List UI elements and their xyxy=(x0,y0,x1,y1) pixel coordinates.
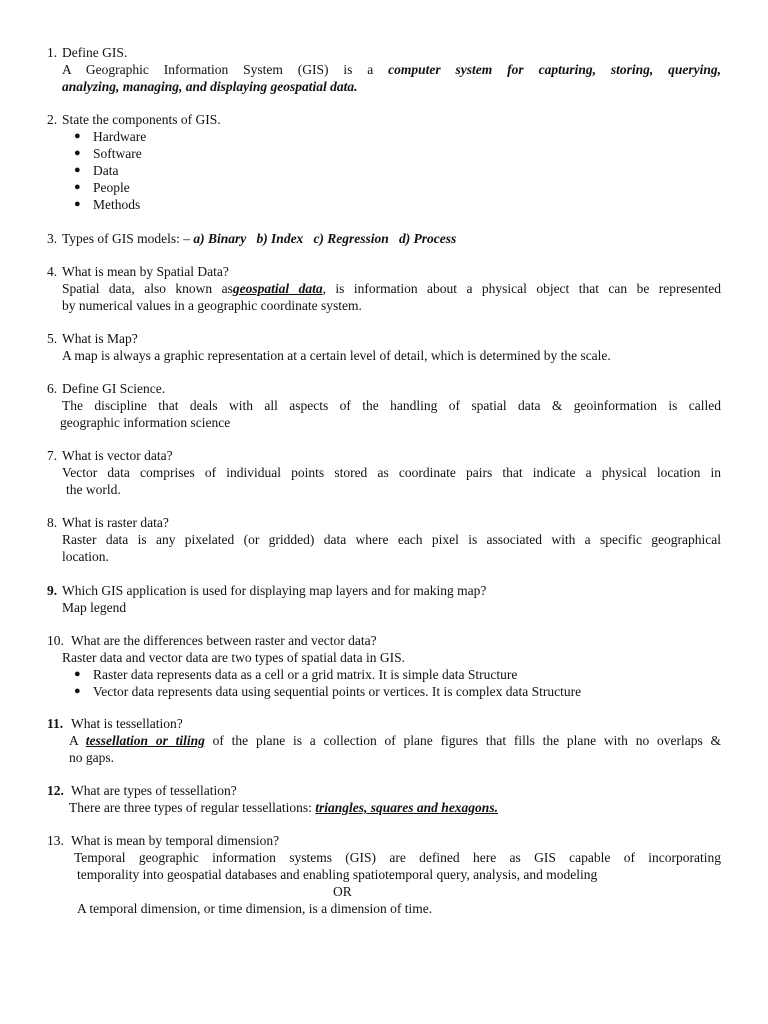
q11-number: 11. xyxy=(47,716,64,731)
q10-answer: Raster data and vector data are two types of spatial data in GIS. xyxy=(62,650,406,665)
q1-question: Define GIS. xyxy=(62,45,128,60)
q4-answer-pre: Spatial data, also known as xyxy=(62,281,233,296)
q4-answer-line1 xyxy=(62,280,721,297)
q3-question: Types of GIS models: – xyxy=(62,231,191,246)
q10-item: Raster data represents data as a cell or a grid matrix. It is simple data Structure xyxy=(93,667,518,682)
q2-question: State the components of GIS. xyxy=(62,112,221,127)
bullet-icon: ● xyxy=(74,181,81,193)
q9-question: Which GIS application is used for displaying map layers and for making map? xyxy=(62,583,487,598)
q4-answer-line2: by numerical values in a geographic coordinate system. xyxy=(62,298,362,313)
q9-number: 9. xyxy=(47,583,58,598)
q7-number: 7. xyxy=(47,448,58,463)
q5-number: 5. xyxy=(47,331,58,346)
q3-option: b) Index xyxy=(256,231,304,246)
q11-question: What is tessellation? xyxy=(71,716,183,731)
q10-item: Vector data represents data using sequential points or vertices. It is complex data Structure xyxy=(93,684,582,699)
q11-answer-term: tessellation or tiling xyxy=(85,733,205,748)
q10-number: 10. xyxy=(47,633,64,648)
q8-answer-line1: Raster data is any pixelated (or gridded) data where each pixel is associated with a specific geographical xyxy=(62,532,721,547)
q13-question: What is mean by temporal dimension? xyxy=(71,833,280,848)
q2-item: Methods xyxy=(93,197,141,212)
q2-number: 2. xyxy=(47,112,58,127)
q7-answer-line1: Vector data comprises of individual points stored as coordinate pairs that indicate a physical location in xyxy=(62,465,721,480)
q12-number: 12. xyxy=(47,783,64,798)
q11-answer-post: of the plane is a collection of plane figures that fills the plane with no overlaps & xyxy=(212,733,721,748)
q12-answer xyxy=(69,799,498,816)
q1-answer-line1 xyxy=(62,61,721,78)
q5-answer: A map is always a graphic representation at a certain level of detail, which is determined by the scale. xyxy=(62,348,611,363)
q3-option: a) Binary xyxy=(193,231,247,246)
q8-number: 8. xyxy=(47,515,58,530)
bullet-icon: ● xyxy=(74,685,81,697)
q13-answer-line1: Temporal geographic information systems (GIS) are defined here as GIS capable of incorporating xyxy=(74,850,721,865)
q12-question: What are types of tessellation? xyxy=(71,783,237,798)
q13-answer-alt: A temporal dimension, or time dimension, is a dimension of time. xyxy=(77,901,433,916)
q1-number: 1. xyxy=(47,45,58,60)
q5-question: What is Map? xyxy=(62,331,138,346)
q11-answer-pre: A xyxy=(69,733,79,748)
q12-answer-pre: There are three types of regular tessellations: xyxy=(69,800,312,815)
q11-answer-line1 xyxy=(69,732,721,749)
q6-number: 6. xyxy=(47,381,58,396)
q13-separator: OR xyxy=(333,884,352,899)
q6-answer-line2: geographic information science xyxy=(60,415,231,430)
q4-answer-term: geospatial data xyxy=(232,281,323,296)
q4-question: What is mean by Spatial Data? xyxy=(62,264,229,279)
bullet-icon: ● xyxy=(74,198,81,210)
q6-answer-line1: The discipline that deals with all aspects of the handling of spatial data & geoinformation is called xyxy=(62,398,721,413)
bullet-icon: ● xyxy=(74,668,81,680)
bullet-icon: ● xyxy=(74,130,81,142)
q1-answer-line2: analyzing, managing, and displaying geospatial data. xyxy=(62,79,358,94)
q7-answer-line2: the world. xyxy=(66,482,121,497)
q12-answer-term: triangles, squares and hexagons. xyxy=(315,800,498,815)
q4-answer-post: , is information about a physical object that can be represented xyxy=(322,281,722,296)
q3-option: d) Process xyxy=(398,231,457,246)
q3-line xyxy=(62,230,456,247)
q2-item: People xyxy=(93,180,130,195)
q13-number: 13. xyxy=(47,833,64,848)
q2-item: Data xyxy=(93,163,119,178)
q10-question: What are the differences between raster and vector data? xyxy=(71,633,377,648)
q1-answer-prefix: A Geographic Information System (GIS) is a xyxy=(62,62,374,77)
q1-answer-bold: computer system for capturing, storing, querying, xyxy=(388,62,722,77)
q2-item: Hardware xyxy=(93,129,147,144)
q9-answer: Map legend xyxy=(62,600,127,615)
q13-answer-line2: temporality into geospatial databases and enabling spatiotemporal query, analysis, and modeling xyxy=(77,867,598,882)
bullet-icon: ● xyxy=(74,164,81,176)
bullet-icon: ● xyxy=(74,147,81,159)
q7-question: What is vector data? xyxy=(62,448,173,463)
q4-number: 4. xyxy=(47,264,58,279)
q8-question: What is raster data? xyxy=(62,515,169,530)
q11-answer-line2: no gaps. xyxy=(69,750,114,765)
q3-number: 3. xyxy=(47,231,58,246)
q6-question: Define GI Science. xyxy=(62,381,166,396)
q3-option: c) Regression xyxy=(313,231,389,246)
q2-item: Software xyxy=(93,146,142,161)
q8-answer-line2: location. xyxy=(62,549,109,564)
